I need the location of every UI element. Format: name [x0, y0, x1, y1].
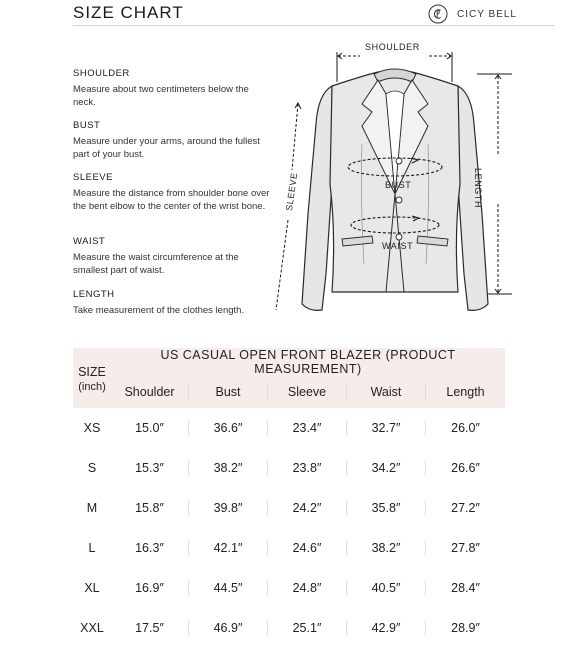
value-text: 17.5″ — [111, 621, 189, 635]
value-text: 24.6″ — [268, 541, 347, 555]
value-text: 24.8″ — [268, 581, 347, 595]
figure-label-bust: BUST — [385, 180, 412, 190]
value-cell — [268, 408, 347, 448]
value-text: 27.2″ — [451, 501, 480, 515]
value-cell — [347, 608, 426, 648]
size-cell: L — [88, 541, 96, 555]
value-text: 15.8″ — [111, 501, 189, 515]
guide-description: Measure the waist circumference at the smallest part of waist. — [73, 252, 239, 276]
column-header-length — [426, 376, 505, 408]
guide-item-bust — [73, 120, 273, 161]
guide-item-length — [73, 289, 273, 317]
value-cell — [426, 448, 505, 488]
table-row — [73, 488, 505, 528]
value-cell — [111, 448, 189, 488]
value-cell — [347, 488, 426, 528]
value-cell — [268, 608, 347, 648]
column-header-label: Sleeve — [268, 385, 347, 399]
column-header-label: Bust — [189, 385, 268, 399]
value-text: 38.2″ — [189, 461, 268, 475]
value-cell — [347, 408, 426, 448]
value-text: 24.2″ — [268, 501, 347, 515]
figure-label-length: LENGTH — [473, 168, 483, 209]
value-text: 15.3″ — [111, 461, 189, 475]
table-header-row — [73, 376, 505, 408]
page-title: SIZE CHART — [73, 3, 184, 22]
value-cell — [111, 488, 189, 528]
jacket-illustration — [262, 34, 527, 324]
value-text: 25.1″ — [268, 621, 347, 635]
value-cell — [426, 608, 505, 648]
value-cell — [111, 568, 189, 608]
table-row — [73, 408, 505, 448]
guide-term: BUST — [73, 120, 101, 131]
value-text: 42.1″ — [189, 541, 268, 555]
value-cell — [426, 528, 505, 568]
value-text: 28.4″ — [451, 581, 480, 595]
size-cell: XXL — [80, 621, 104, 635]
product-title: US CASUAL OPEN FRONT BLAZER (PRODUCT MEASUREMENT) — [160, 348, 456, 376]
value-cell — [189, 528, 268, 568]
table-title-row — [73, 348, 505, 376]
value-text: 23.4″ — [268, 421, 347, 435]
size-table-container — [73, 348, 505, 648]
value-cell — [111, 528, 189, 568]
size-column-header — [73, 348, 111, 408]
value-cell — [347, 568, 426, 608]
brand-logo-icon — [428, 4, 448, 24]
guide-description: Measure the distance from shoulder bone over the bent elbow to the center of the wrist bone. — [73, 188, 270, 212]
table-row — [73, 608, 505, 648]
value-text: 39.8″ — [189, 501, 268, 515]
figure-label-sleeve: SLEEVE — [284, 171, 300, 212]
guide-description: Take measurement of the clothes length. — [73, 305, 245, 316]
column-header-shoulder — [111, 376, 189, 408]
size-cell: S — [87, 461, 97, 475]
value-cell — [189, 568, 268, 608]
value-cell — [347, 528, 426, 568]
value-text: 32.7″ — [347, 421, 426, 435]
column-header-waist — [347, 376, 426, 408]
value-cell — [426, 408, 505, 448]
value-text: 35.8″ — [347, 501, 426, 515]
value-cell — [111, 608, 189, 648]
column-header-bust — [189, 376, 268, 408]
size-table — [73, 348, 505, 648]
page-header — [0, 0, 580, 26]
value-cell — [189, 448, 268, 488]
value-cell — [189, 488, 268, 528]
column-header-label: Length — [446, 385, 485, 399]
size-cell: XS — [83, 421, 101, 435]
value-cell — [189, 608, 268, 648]
value-text: 27.8″ — [451, 541, 480, 555]
guide-term: SLEEVE — [73, 172, 113, 183]
size-cell: M — [86, 501, 98, 515]
guide-term: WAIST — [73, 236, 106, 247]
value-cell — [268, 448, 347, 488]
value-text: 15.0″ — [111, 421, 189, 435]
value-text: 16.9″ — [111, 581, 189, 595]
value-text: 28.9″ — [451, 621, 480, 635]
guide-description: Measure under your arms, around the fullest part of your bust. — [73, 136, 260, 160]
guide-term: LENGTH — [73, 289, 115, 300]
value-text: 26.0″ — [451, 421, 480, 435]
guide-term: SHOULDER — [73, 68, 130, 79]
value-cell — [111, 408, 189, 448]
brand-name: CICY BELL — [457, 8, 517, 20]
guide-item-sleeve — [73, 172, 273, 213]
value-cell — [268, 528, 347, 568]
column-header-label: Waist — [347, 385, 426, 399]
value-cell — [268, 488, 347, 528]
jacket-diagram — [262, 34, 527, 324]
value-text: 42.9″ — [347, 621, 426, 635]
value-cell — [347, 448, 426, 488]
brand — [428, 4, 517, 24]
guide-description: Measure about two centimeters below the neck. — [73, 84, 249, 108]
size-label: SIZE — [78, 365, 106, 379]
table-row — [73, 568, 505, 608]
header-divider — [73, 25, 555, 26]
table-row — [73, 528, 505, 568]
figure-label-shoulder: SHOULDER — [365, 42, 420, 52]
value-text: 40.5″ — [347, 581, 426, 595]
value-text: 38.2″ — [347, 541, 426, 555]
value-cell — [426, 488, 505, 528]
guide-item-waist — [73, 236, 273, 277]
guide-item-shoulder — [73, 68, 273, 109]
column-header-label: Shoulder — [111, 385, 189, 399]
table-row — [73, 448, 505, 488]
value-cell — [268, 568, 347, 608]
value-text: 44.5″ — [189, 581, 268, 595]
value-cell — [426, 568, 505, 608]
value-text: 16.3″ — [111, 541, 189, 555]
value-text: 23.8″ — [268, 461, 347, 475]
value-cell — [189, 408, 268, 448]
value-text: 34.2″ — [347, 461, 426, 475]
value-text: 46.9″ — [189, 621, 268, 635]
unit-label: (inch) — [78, 381, 106, 393]
value-text: 26.6″ — [451, 461, 480, 475]
size-cell: XL — [84, 581, 100, 595]
figure-label-waist: WAIST — [382, 241, 414, 251]
column-header-sleeve — [268, 376, 347, 408]
value-text: 36.6″ — [189, 421, 268, 435]
